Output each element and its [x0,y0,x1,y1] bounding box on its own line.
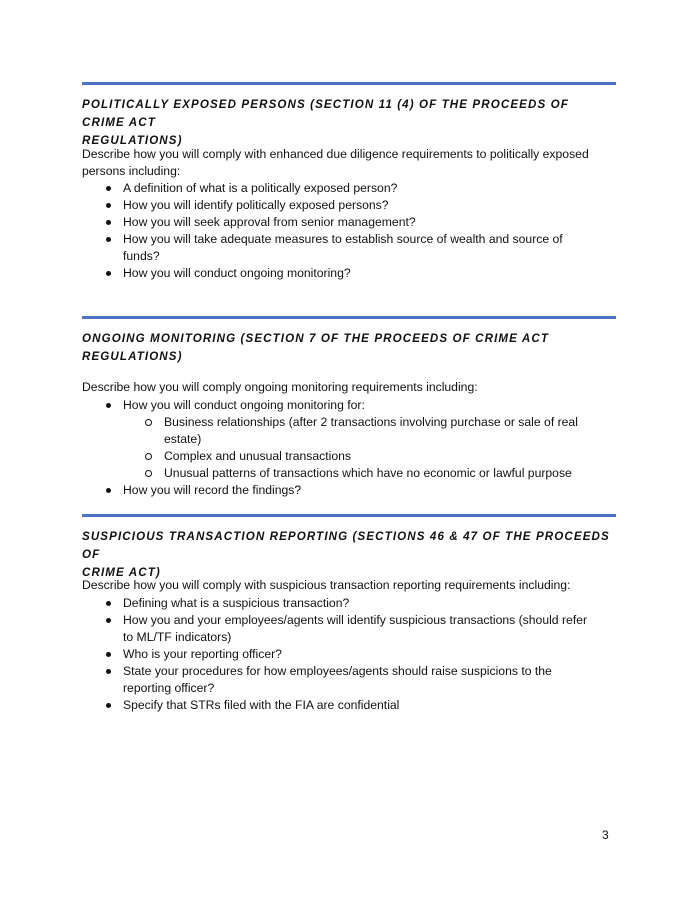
list-item [82,482,616,499]
section-divider [82,316,616,319]
section-divider [82,82,616,85]
list-item [82,197,616,214]
bullet-list [82,595,616,714]
intro-line: Describe how you will comply with suspicious transaction reporting requirements including: [82,578,571,592]
list-item [82,663,616,697]
bullet-icon [106,271,111,276]
list-item-text: How you will identify politically exposed persons? [123,198,389,212]
bullet-list [82,397,616,499]
heading-line: SUSPICIOUS TRANSACTION REPORTING (SECTIONS 46 & 47 OF THE PROCEEDS OF [82,530,610,561]
page-number: 3 [602,828,609,842]
list-item [82,214,616,231]
bullet-list [82,180,616,282]
bullet-icon [106,652,111,657]
list-item-text-continued: to ML/TF indicators) [123,630,232,644]
heading-line: POLITICALLY EXPOSED PERSONS (SECTION 11 (4) OF THE PROCEEDS OF CRIME ACT [82,98,569,129]
list-item-text: How you will take adequate measures to establish source of wealth and source of [123,232,563,246]
section-heading [82,96,616,150]
list-item-text-continued: funds? [123,249,160,263]
list-item [82,397,616,482]
list-item [82,265,616,282]
section-intro [82,379,616,396]
heading-line: CRIME ACT) [82,566,161,579]
sub-list-item-text-continued: estate) [164,432,202,446]
heading-line: REGULATIONS) [82,134,183,147]
circle-bullet-icon [145,470,152,477]
bullet-icon [106,618,111,623]
list-item-text: How you will seek approval from senior management? [123,215,416,229]
bullet-icon [106,220,111,225]
list-item [82,595,616,612]
section-divider [82,514,616,517]
sub-list-item [123,448,616,465]
section-heading [82,528,616,582]
sub-list-item [123,414,616,448]
sub-list-item-text: Business relationships (after 2 transactions involving purchase or sale of real [164,415,578,429]
list-item-text: State your procedures for how employees/agents should raise suspicions to the [123,664,552,678]
intro-line: Describe how you will comply with enhanced due diligence requirements to politically exposed [82,147,589,161]
bullet-icon [106,488,111,493]
sub-list [123,414,616,482]
list-item [82,180,616,197]
sub-list-item [123,465,616,482]
list-item [82,612,616,646]
list-item [82,697,616,714]
list-item-text: Who is your reporting officer? [123,647,282,661]
intro-line: Describe how you will comply ongoing monitoring requirements including: [82,380,478,394]
list-item-text: How you will conduct ongoing monitoring for: [123,398,365,412]
bullet-icon [106,237,111,242]
list-item-text: How you will conduct ongoing monitoring? [123,266,351,280]
heading-line: REGULATIONS) [82,350,183,363]
bullet-icon [106,403,111,408]
list-item-text: A definition of what is a politically exposed person? [123,181,398,195]
list-item-text: How you will record the findings? [123,483,302,497]
intro-line: persons including: [82,164,181,178]
sub-list-item-text: Unusual patterns of transactions which have no economic or lawful purpose [164,466,572,480]
list-item [82,231,616,265]
section-heading [82,330,616,366]
bullet-icon [106,203,111,208]
list-item-text: Defining what is a suspicious transaction? [123,596,350,610]
list-item-text: Specify that STRs filed with the FIA are confidential [123,698,400,712]
bullet-icon [106,186,111,191]
list-item-text-continued: reporting officer? [123,681,215,695]
circle-bullet-icon [145,453,152,460]
list-item-text: How you and your employees/agents will identify suspicious transactions (should refer [123,613,588,627]
circle-bullet-icon [145,419,152,426]
bullet-icon [106,703,111,708]
sub-list-item-text: Complex and unusual transactions [164,449,351,463]
section-intro [82,577,616,594]
heading-line: ONGOING MONITORING (SECTION 7 OF THE PROCEEDS OF CRIME ACT [82,332,550,345]
bullet-icon [106,601,111,606]
list-item [82,646,616,663]
bullet-icon [106,669,111,674]
section-intro [82,146,616,180]
